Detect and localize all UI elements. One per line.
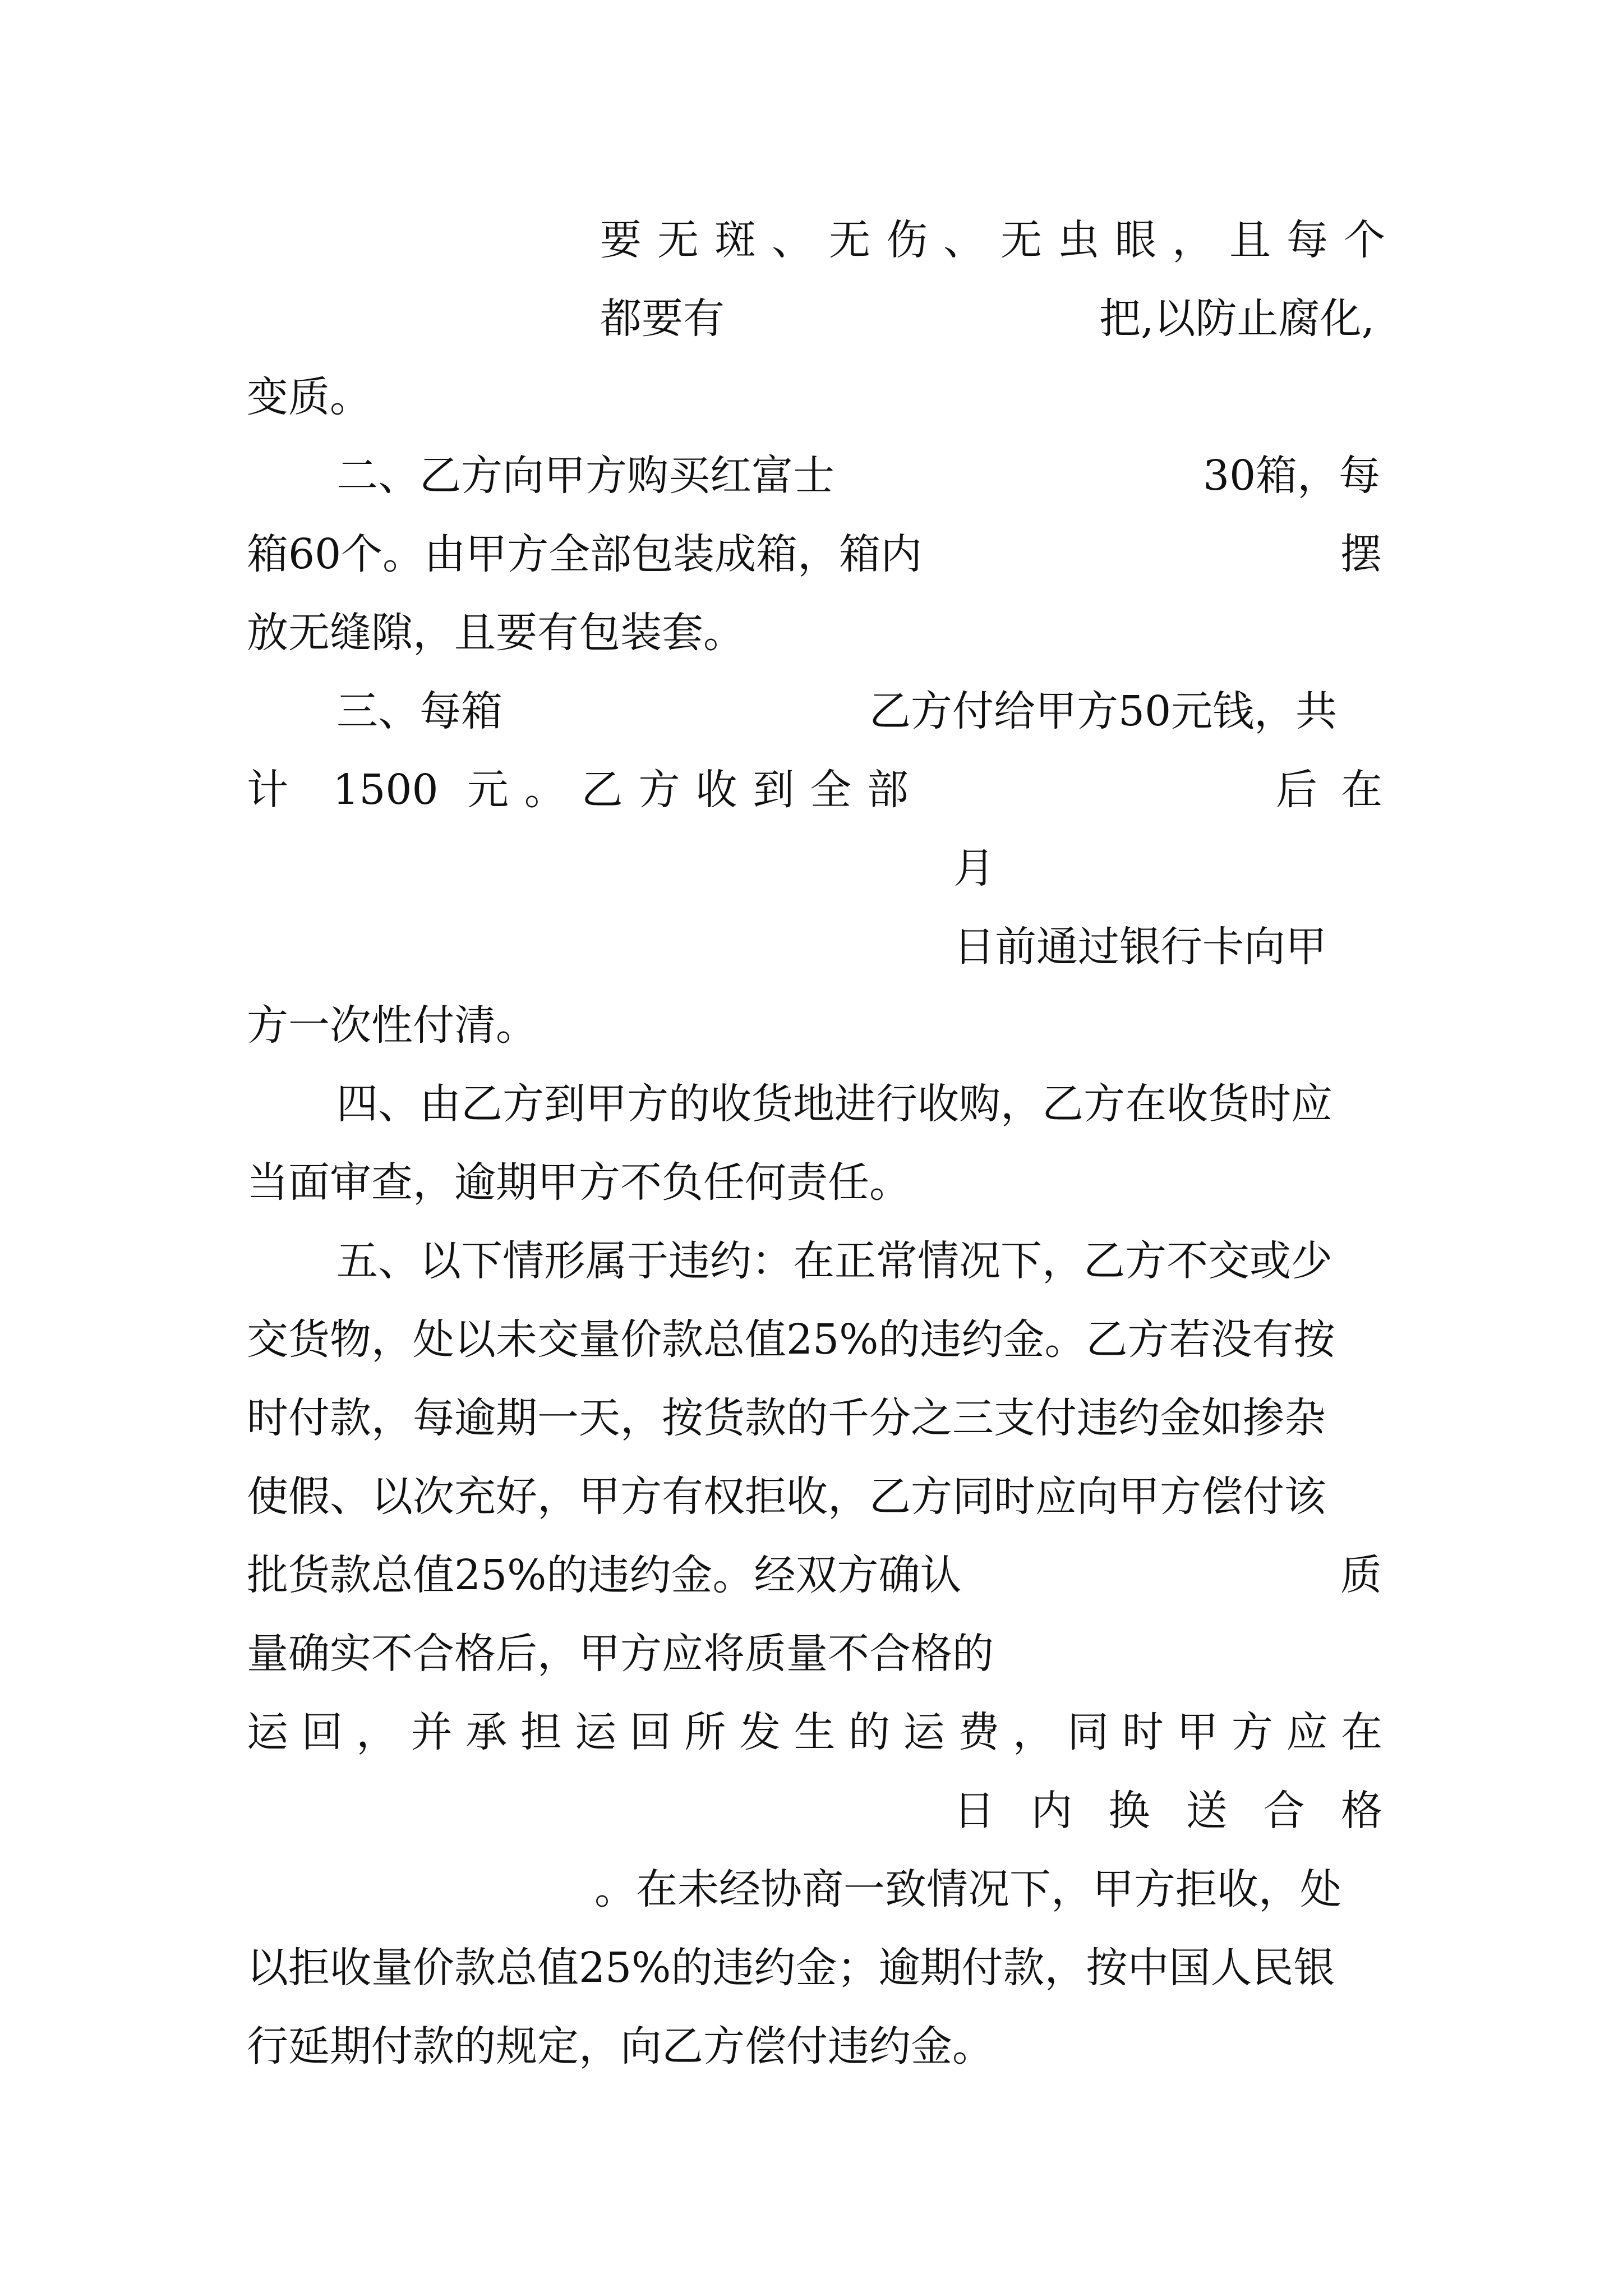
text-line: 质	[1340, 1551, 1382, 1599]
text-line: 行延期付款的规定，向乙方偿付违约金。	[247, 2022, 994, 2070]
text-line: 日前通过银行卡向甲	[953, 923, 1327, 971]
text-line: 要无斑、无伤、无虫眼，且每个	[600, 216, 1385, 264]
text-line: 使假、以次充好，甲方有权拒收，乙方同时应向甲方偿付该	[247, 1473, 1326, 1521]
text-line: 都要有	[600, 295, 725, 343]
text-line: 把,以防止腐化,	[1099, 295, 1375, 343]
text-line: 量确实不合格后，甲方应将质量不合格的	[247, 1630, 994, 1678]
text-line: 三、每箱	[336, 687, 502, 735]
text-line: 摆	[1340, 530, 1382, 578]
text-line: 时付款，每逾期一天，按货款的千分之三支付违约金如掺杂	[247, 1394, 1326, 1442]
text-line: 五、以下情形属于违约：在正常情况下，乙方不交或少	[336, 1237, 1332, 1285]
text-line: 二、乙方向甲方购买红富士	[336, 452, 834, 500]
text-line: 日内换送合格	[953, 1787, 1382, 1835]
text-line: 运回，并承担运回所发生的运费，同时甲方应在	[247, 1708, 1382, 1756]
text-line: 批货款总值25%的违约金。经双方确认	[247, 1551, 962, 1599]
text-line: 月	[953, 844, 995, 892]
text-line: 当面审查，逾期甲方不负任何责任。	[247, 1158, 911, 1207]
text-line: 放无缝隙，且要有包装套。	[247, 609, 745, 657]
text-line: 。在未经协商一致情况下，甲方拒收，处	[594, 1865, 1341, 1913]
text-line: 计 1500 元。乙方收到全部	[247, 766, 909, 814]
text-line: 以拒收量价款总值25%的违约金；逾期付款，按中国人民银	[247, 1944, 1335, 1992]
text-line: 交货物，处以未交量价款总值25%的违约金。乙方若没有按	[247, 1315, 1335, 1364]
text-line: 30箱，每	[1203, 452, 1381, 500]
text-line: 箱60个。由甲方全部包装成箱，箱内	[247, 530, 923, 578]
text-line: 四、由乙方到甲方的收货地进行收购，乙方在收货时应	[336, 1080, 1332, 1128]
text-line: 乙方付给甲方50元钱，共	[869, 687, 1338, 735]
text-line: 变质。	[247, 373, 371, 421]
text-line: 方一次性付清。	[247, 1001, 537, 1050]
text-line: 后在	[1276, 766, 1382, 814]
